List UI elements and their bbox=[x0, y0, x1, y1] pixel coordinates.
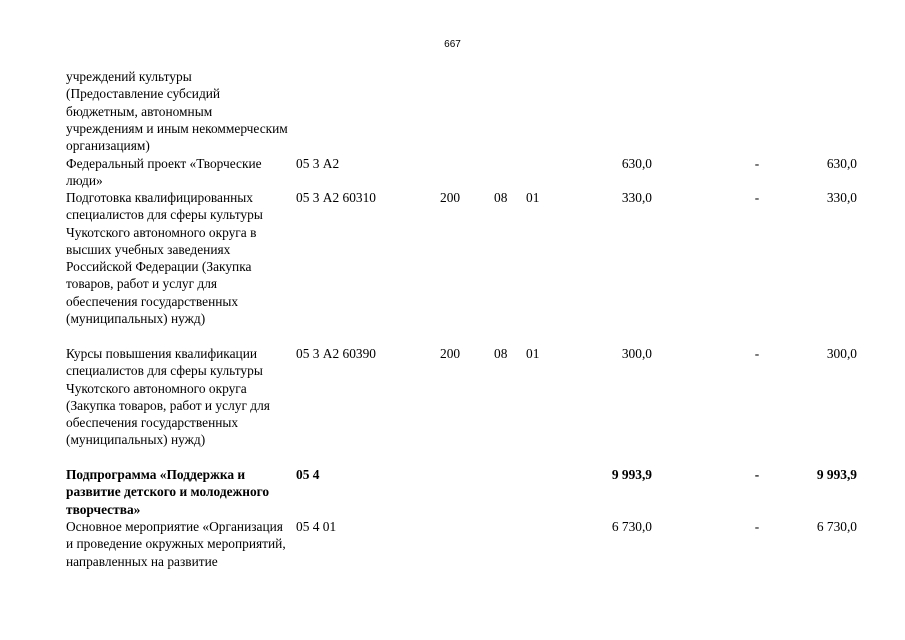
row-pr: 01 bbox=[526, 346, 540, 361]
row-vr: 200 bbox=[440, 190, 461, 205]
row-name: учреждений культуры (Предоставление субсидий бюджетным, автономным учреждениям и иным некоммерческим организациям) bbox=[66, 69, 288, 154]
row-name: Федеральный проект «Творческие люди» bbox=[66, 156, 262, 189]
row-sum-1: 300,0 bbox=[621, 346, 652, 361]
row-sum-2: - bbox=[754, 467, 760, 482]
page-number: 667 bbox=[444, 39, 461, 50]
row-sum-1: 6 730,0 bbox=[611, 519, 652, 534]
row-sum-1: 330,0 bbox=[621, 190, 652, 205]
row-pr: 01 bbox=[526, 190, 540, 205]
row-rz: 08 bbox=[494, 190, 508, 205]
row-sum-3: 6 730,0 bbox=[816, 519, 857, 534]
row-name: Подпрограмма «Поддержка и развитие детского и молодежного творчества» bbox=[66, 467, 270, 517]
row-sum-2: - bbox=[754, 519, 760, 534]
row-vr: 200 bbox=[440, 346, 461, 361]
row-name: Курсы повышения квалификации специалистов для сферы культуры Чукотского автономного округа (Закупка товаров, работ и услуг для обеспечения государственных (муниципальных) нужд) bbox=[66, 346, 270, 448]
row-sum-3: 330,0 bbox=[826, 190, 857, 205]
row-sum-2: - bbox=[754, 156, 760, 171]
row-code: 05 4 bbox=[296, 467, 320, 482]
row-sum-3: 9 993,9 bbox=[816, 467, 857, 482]
row-sum-2: - bbox=[754, 346, 760, 361]
row-sum-1: 630,0 bbox=[621, 156, 652, 171]
row-sum-3: 300,0 bbox=[826, 346, 857, 361]
row-name: Основное мероприятие «Организация и проведение окружных мероприятий, направленных на развитие bbox=[66, 519, 286, 569]
row-code: 05 4 01 bbox=[296, 519, 337, 534]
row-code: 05 3 А2 bbox=[296, 156, 340, 171]
row-name: Подготовка квалифицированных специалистов для сферы культуры Чукотского автономного округа в высших учебных заведениях Российской Федерации (Закупка товаров, работ и услуг для обеспечения государственных (муниципальных) нужд) bbox=[66, 190, 263, 327]
row-code: 05 3 А2 60310 bbox=[296, 190, 376, 205]
row-rz: 08 bbox=[494, 346, 508, 361]
row-code: 05 3 А2 60390 bbox=[296, 346, 376, 361]
row-sum-3: 630,0 bbox=[826, 156, 857, 171]
row-sum-2: - bbox=[754, 190, 760, 205]
row-sum-1: 9 993,9 bbox=[611, 467, 652, 482]
